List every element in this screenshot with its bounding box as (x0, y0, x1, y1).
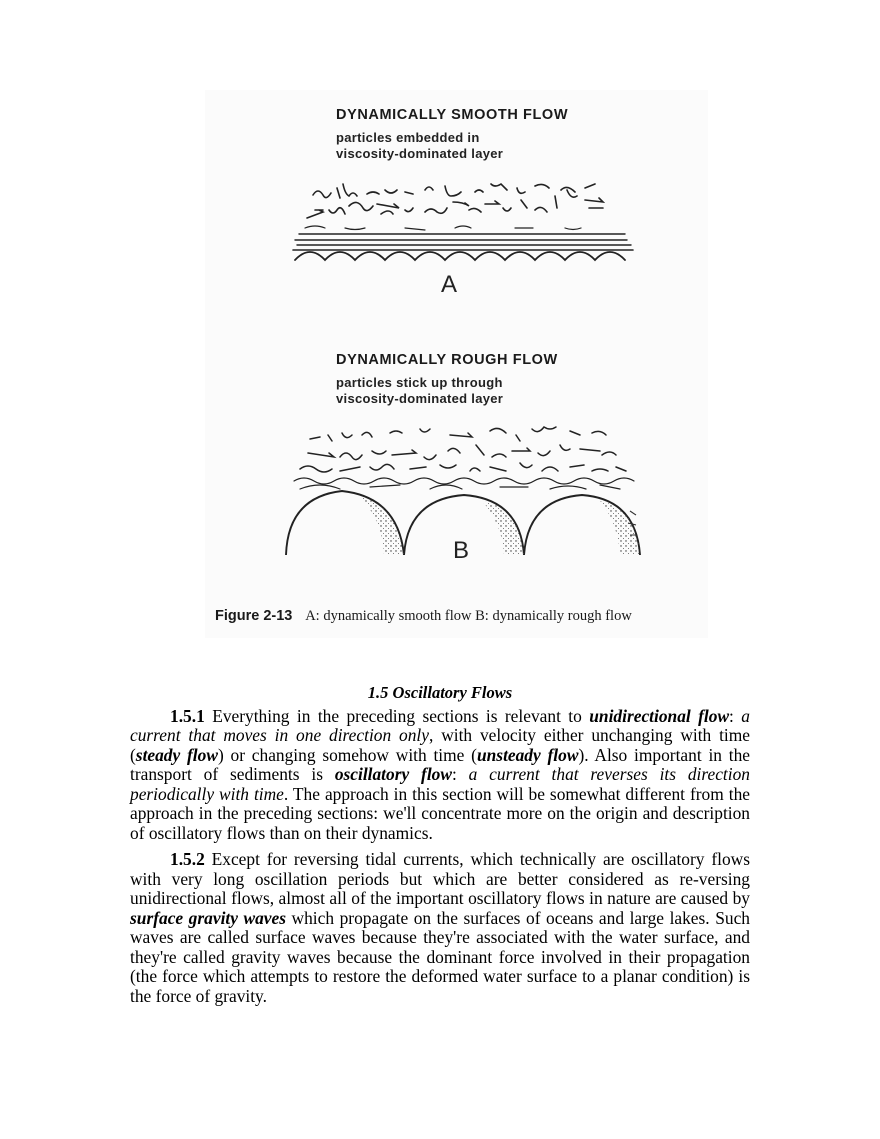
paragraph-number: 1.5.2 (170, 849, 205, 869)
term-oscillatory-flow: oscillatory flow (334, 764, 452, 784)
definition-oscillatory: a current that reverses its direction periodically with time (130, 764, 750, 804)
term-unidirectional-flow: unidirectional flow (589, 705, 730, 726)
term-unsteady-flow: unsteady flow (476, 744, 579, 765)
panel-b-subtitle-line2: viscosity-dominated layer (336, 391, 504, 406)
figure-label: Figure 2-13 (215, 608, 293, 624)
paragraph-1-5-2 (130, 850, 750, 1006)
paragraph-number: 1.5.1 (170, 705, 205, 726)
panel-a-title: DYNAMICALLY SMOOTH FLOW (336, 107, 569, 123)
term-steady-flow: steady flow (135, 744, 218, 765)
panel-b-title: DYNAMICALLY ROUGH FLOW (336, 352, 558, 368)
definition-unidirectional: a current that moves in one direction only (130, 705, 750, 745)
text-run: which propagate on the surfaces of oceans and large lakes. Such waves are called surface waves because they're associated with the water surface, and they're called gravity waves because the dominant force involved in their propagation (the force which attempts to restore the deformed water surface to a planar condition) is the force of gravity. (130, 907, 750, 1006)
paragraph-1-5-1 (130, 707, 750, 844)
panel-a-letter: A (441, 271, 458, 298)
panel-a-subtitle-line1: particles embedded in (336, 130, 480, 145)
text-run: ) or changing somehow with time ( (217, 744, 477, 765)
text-run: ). Also important in the transport of sediments is (130, 744, 750, 784)
panel-a-subtitle-line2: viscosity-dominated layer (336, 146, 504, 161)
text-run: Except for reversing tidal currents, which technically are oscillatory flows with very long oscillation periods but which are better considered as re-versing unidirectional flows, almost all of the important oscillatory flows in nature are caused by (130, 849, 750, 908)
panel-b-subtitle-line1: particles stick up through (336, 375, 503, 390)
text-run: : (451, 764, 469, 784)
figure-2-13 (205, 90, 708, 638)
text-run: , with velocity either unchanging with time ( (130, 725, 751, 765)
smooth-flow-sketch (285, 170, 645, 270)
text-run: Everything in the preceding sections is relevant to (204, 705, 590, 726)
text-run: : (729, 705, 742, 726)
rough-flow-sketch (280, 415, 660, 555)
section-heading: 1.5 Oscillatory Flows (367, 683, 513, 702)
figure-caption (215, 608, 632, 625)
term-surface-gravity-waves: surface gravity waves (130, 907, 286, 928)
figure-caption-text: A: dynamically smooth flow B: dynamically rough flow (305, 608, 632, 624)
text-run: . The approach in this section will be somewhat different from the approach in the preceding sections: we'll concentrate more on the origin and description of oscillatory flows than on their dynamics. (130, 783, 750, 843)
section-body (130, 683, 750, 1013)
panel-b-letter: B (453, 537, 470, 564)
